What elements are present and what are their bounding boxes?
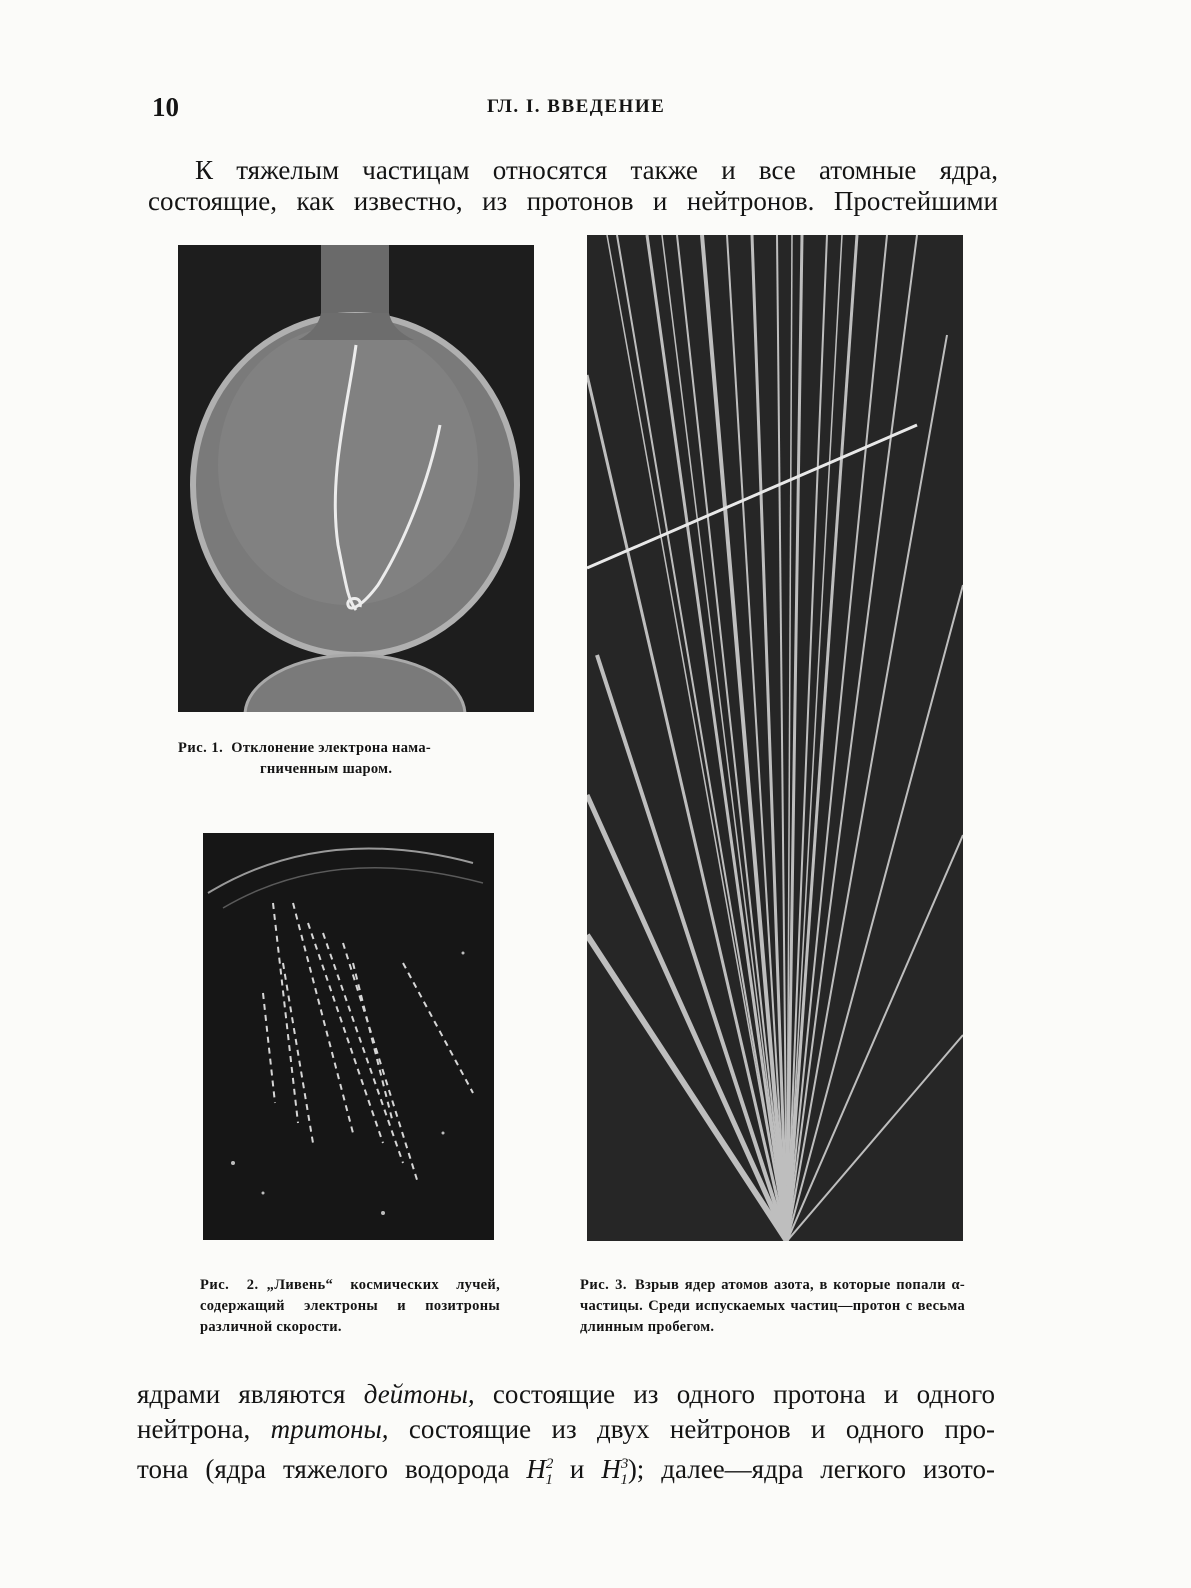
figure-1-caption-line: гниченным шаром. [260, 761, 393, 777]
text-line: тона (ядра тяжелого водорода $H^2_1$ и $H^3_1$); далее—ядра легкого изото- [137, 1454, 995, 1489]
figure-2-label: Рис. 2. [200, 1277, 259, 1293]
figure-1-caption-line: Отклонение электрона нама- [231, 740, 432, 756]
figure-2-caption [200, 1275, 500, 1338]
formula-h3: $H^3_1$ [601, 1454, 629, 1489]
figure-2-photo [203, 833, 494, 1240]
formula-h2: $H^2_1$ [526, 1454, 554, 1489]
text-line: ядрами являются дейтоны, состоящие из одного протона и одного [137, 1379, 995, 1409]
figure-3-label: Рис. 3. [580, 1277, 627, 1293]
figure-1-label: Рис. 1. [178, 740, 224, 756]
figure-3-caption [580, 1275, 965, 1338]
figure-3-photo [587, 235, 963, 1241]
figure-1-photo [178, 245, 534, 712]
term-deuterons: дейтоны, [363, 1379, 475, 1409]
text-line: нейтрона, тритоны, состоящие из двух нейтронов и одного про- [137, 1414, 995, 1444]
figure-2-caption-text: „Ливень“ космических лучей, содержащий электроны и позитроны различной скорости. [200, 1277, 500, 1335]
text-line: К тяжелым частицам относятся также и все атомные ядра, [195, 155, 998, 185]
top-paragraph [148, 155, 998, 217]
running-head: ГЛ. I. ВВЕДЕНИЕ [487, 96, 666, 117]
term-tritons: тритоны, [270, 1414, 389, 1444]
bottom-paragraph [137, 1379, 995, 1489]
text-line: состоящие, как известно, из протонов и нейтронов. Простейшими [148, 186, 998, 216]
page-number: 10 [152, 92, 179, 122]
figure-1-caption [178, 738, 528, 780]
figure-3-caption-text: Взрыв ядер атомов азота, в которые попали α-частицы. Среди испускаемых частиц—протон с весьма длинным пробегом. [580, 1277, 965, 1335]
